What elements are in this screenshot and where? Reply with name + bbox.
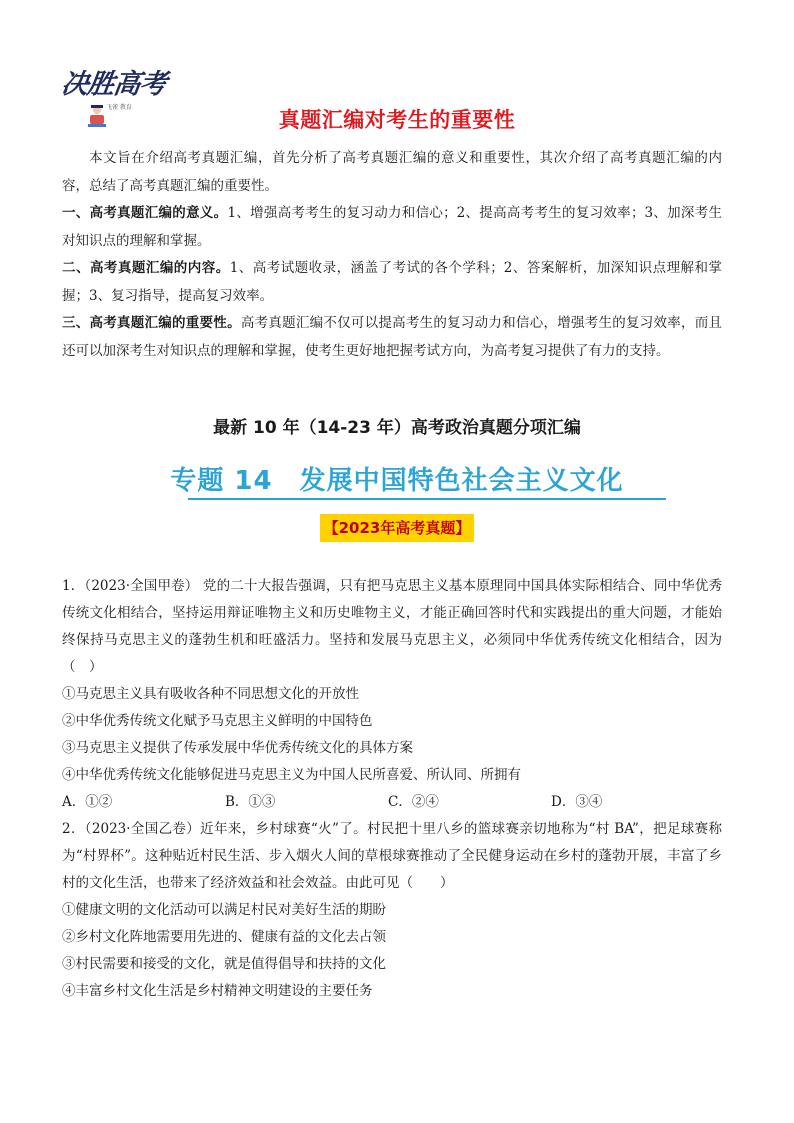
statement: ②中华优秀传统文化赋予马克思主义鲜明的中国特色 <box>62 713 373 729</box>
logo-text: 决胜高考 <box>59 69 168 100</box>
section-heading: 一、高考真题汇编的意义。 <box>62 205 228 221</box>
question-stem: 1．（2023·全国甲卷） 党的二十大报告强调，只有把马克思主义基本原理同中国具体实际相结合、同中华优秀传统文化相结合，坚持运用辩证唯物主义和历史唯物主义，才能正确回答时代和实践提出的重大问题，才能始终保持马克思主义的蓬勃生机和旺盛活力。坚持和发展马克思主义，必须同中华优秀传统文化相结合，因为（ ） <box>62 578 722 675</box>
section-text: 1、高考试题收录，涵盖了考试的各个学科；2、答案解析，加深知识点理解和掌握；3、复习指导，提高复习效率。 <box>62 260 723 304</box>
question-1 <box>62 573 722 816</box>
question-2 <box>62 816 722 1005</box>
question-stem: 2．（2023·全国乙卷）近年来，乡村球赛“火”了。村民把十里八乡的篮球赛亲切地称为“村 BA”，把足球赛称为“村界杯”。这种贴近村民生活、步入烟火人间的草根球赛推动了全民健身运动在乡村的蓬勃开展，丰富了乡村的文化生活，也带来了经济效益和社会效益。由此可见（ ） <box>62 821 722 891</box>
topic-heading: 专题 14 发展中国特色社会主义文化 <box>170 466 624 496</box>
statement: ①健康文明的文化活动可以满足村民对美好生活的期盼 <box>62 902 386 918</box>
section-text: 1、增强高考考生的复习动力和信心；2、提高高考考生的复习效率；3、加深考生对知识点的理解和掌握。 <box>62 205 722 249</box>
option-a: A．①② <box>62 794 113 810</box>
statement: ①马克思主义具有吸收各种不同思想文化的开放性 <box>62 686 359 702</box>
intro-section-1 <box>62 200 722 255</box>
option-b: B．①③ <box>225 794 276 810</box>
badge-bracket-open: 【 <box>323 519 339 537</box>
intro-section <box>62 145 722 365</box>
badge-bracket-close: 】 <box>455 519 471 537</box>
question-list <box>62 573 722 1005</box>
statement: ③村民需要和接受的文化，就是值得倡导和扶持的文化 <box>62 956 386 972</box>
statement: ④中华优秀传统文化能够促进马克思主义为中国人民所喜爱、所认同、所拥有 <box>62 767 521 783</box>
intro-lead: 本文旨在介绍高考真题汇编，首先分析了高考真题汇编的意义和重要性，其次介绍了高考真题汇编的内容，总结了高考真题汇编的重要性。 <box>62 150 722 194</box>
statement: ③马克思主义提供了传承发展中华优秀传统文化的具体方案 <box>62 740 413 756</box>
section-text: 高考真题汇编不仅可以提高考生的复习动力和信心，增强考生的复习效率，而且还可以加深考生对知识点的理解和掌握，使考生更好地把握考试方向，为高考复习提供了有力的支持。 <box>62 315 723 359</box>
badge-year: 2023 <box>338 519 381 537</box>
intro-section-3 <box>62 310 722 365</box>
year-badge <box>320 514 475 542</box>
statement: ④丰富乡村文化生活是乡村精神文明建设的主要任务 <box>62 983 373 999</box>
statement: ②乡村文化阵地需要用先进的、健康有益的文化去占领 <box>62 929 386 945</box>
section-heading: 二、高考真题汇编的内容。 <box>62 260 230 276</box>
collection-subtitle: 最新 10 年（14-23 年）高考政治真题分项汇编 <box>213 418 581 438</box>
option-c: C．②④ <box>388 794 439 810</box>
year-badge-wrap <box>0 514 794 542</box>
answer-options <box>62 789 722 816</box>
option-d: D．③④ <box>551 794 603 810</box>
document-title: 真题汇编对考生的重要性 <box>278 108 516 132</box>
section-heading: 三、高考真题汇编的重要性。 <box>62 315 241 331</box>
logo-subtext: 飞雀 教育 <box>106 104 132 111</box>
badge-label: 年高考真题 <box>380 519 456 537</box>
topic-underline <box>188 498 666 500</box>
intro-section-2 <box>62 255 722 310</box>
